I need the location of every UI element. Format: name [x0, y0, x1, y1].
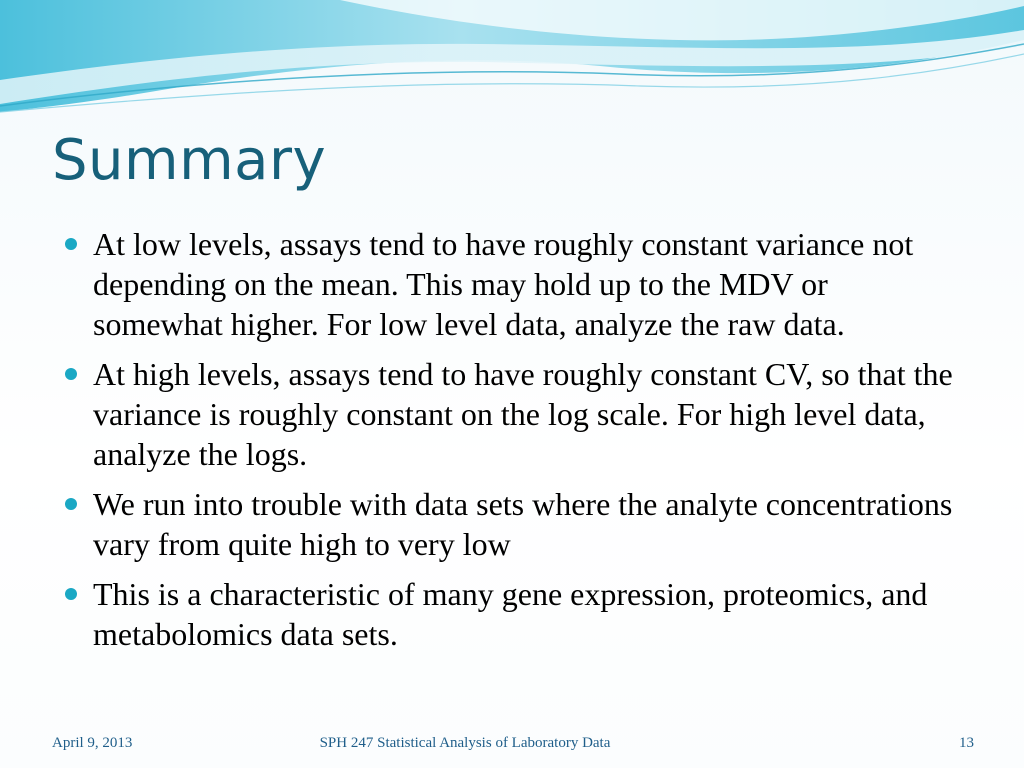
bullet-circle-icon — [65, 368, 77, 380]
bullet-circle-icon — [65, 238, 77, 250]
footer-date: April 9, 2013 — [52, 735, 133, 751]
footer-page-number: 13 — [959, 735, 974, 751]
bullet-item — [62, 484, 962, 564]
bullet-item — [62, 574, 962, 654]
bullet-text: At high levels, assays tend to have roughly constant CV, so that the variance is roughly constant on the log scale. For high level data, analyze the logs. — [93, 356, 953, 472]
slide-title: Summary — [52, 128, 327, 193]
bullet-item — [62, 224, 962, 344]
bullet-text: This is a characteristic of many gene expression, proteomics, and metabolomics data sets. — [93, 576, 928, 652]
bullet-text: We run into trouble with data sets where the analyte concentrations vary from quite high to very low — [93, 486, 953, 562]
bullet-circle-icon — [65, 498, 77, 510]
bullet-circle-icon — [65, 588, 77, 600]
footer-course-title: SPH 247 Statistical Analysis of Laboratory Data — [319, 735, 611, 751]
bullet-list — [62, 224, 962, 664]
header-wave-decoration — [0, 0, 1024, 130]
bullet-item — [62, 354, 962, 474]
bullet-text: At low levels, assays tend to have roughly constant variance not depending on the mean. This may hold up to the MDV or somewhat higher. For low level data, analyze the raw data. — [93, 226, 914, 342]
